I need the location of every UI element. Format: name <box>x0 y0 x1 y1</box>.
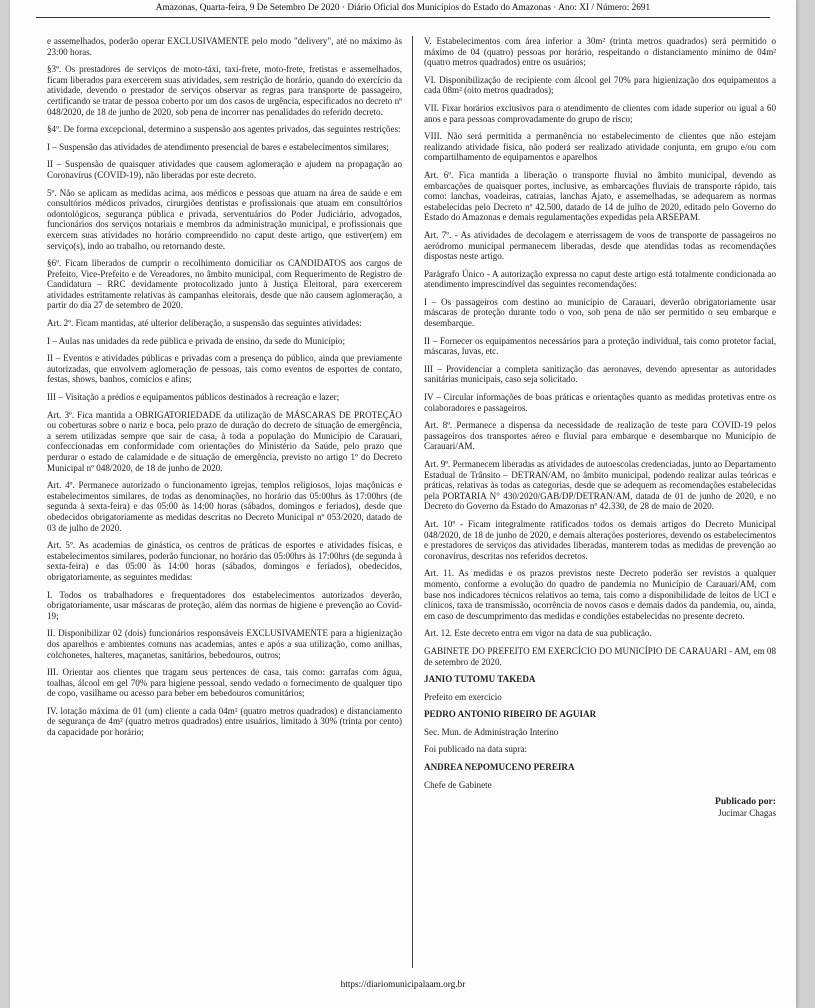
secretary-role: Sec. Mun. de Administração Interino <box>424 726 559 737</box>
right-column <box>412 36 776 968</box>
publisher-name: Jucimar Chagas <box>718 807 776 818</box>
paragraph: V. Estabelecimentos com área inferior a 30m² (trinta metros quadrados) será permitido o máximo de 04 (quatro) pessoas por horário, respeitando o distanciamento mínimo de 04m² (quatro metros quadrados) entre os usuários; <box>424 36 776 68</box>
paragraph: Parágrafo Único - A autorização expressa no caput deste artigo está totalmente condicionada ao atendimento imprescindível das seguintes recomendações: <box>424 268 776 290</box>
chief-name: ANDREA NEPOMUCENO PEREIRA <box>424 762 575 773</box>
paragraph: Art. 11. As medidas e os prazos previstos neste Decreto poderão ser revistos a qualquer momento, conforme a evolução do quadro de pandemia no Município de Carauari/AM, com base nos indicadores técnicos relativos ao tema, tais como a disponibilidade de leitos de UCI e clínicos, taxa de transmissão, ocorrência de novos casos e demais dados da pandemia, ou, ainda, em caso de descumprimento das medidas e condições estabelecidas no presente decreto. <box>424 568 776 621</box>
paragraph: Art. 7º. - As atividades de decolagem e aterrissagem de voos de transporte de passageiros no aeródromo municipal permanecem liberadas, desde que atendidas todas as recomendações dispostas neste artigo. <box>424 229 776 262</box>
chief-role: Chefe de Gabinete <box>424 779 492 790</box>
paragraph: VI. Disponibilização de recipiente com álcool gel 70% para higienização dos equipamentos a cada 08m² (oito metros quadrados); <box>424 74 776 96</box>
paragraph: VII. Fixar horários exclusivos para o atendimento de clientes com idade superior ou igual a 60 anos e para pessoas comprovadamente do grupo de risco; <box>424 102 776 124</box>
right-column-body <box>424 36 776 667</box>
paragraph: Art. 10º - Ficam integralmente ratificados todos os demais artigos do Decreto Municipal 048/2020, de 18 de junho de 2020, e demais alterações posteriores, devendo os estabelecimentos e prestadores de serviços das atividades liberadas, manterem todas as medidas de prevenção ao coronavírus, descritas nos referidos decretos. <box>424 518 776 561</box>
paragraph: §3º. Os prestadores de serviços de moto-táxi, taxi-frete, moto-frete, fretistas e assemelhados, ficam liberados para exercerem suas atividades, sem restrição de horário, quando do exercício da atividade, devendo o prestador de serviços observar as regras para transporte de passageiro, certificando se tratar de pessoa coberto por um dos casos de urgência, especificados no decreto nº 048/2020, de 18 de junho de 2020, sob pena de incorrer nas penalidades do referido decreto. <box>47 64 402 117</box>
paragraph: §4º. De forma excepcional, determino a suspensão aos agentes privados, das seguintes restrições: <box>47 124 401 135</box>
paragraph: III – Visitação a prédios e equipamentos públicos destinados à recreação e lazer; <box>47 392 340 403</box>
page-header: Amazonas, Quarta-feira, 9 De Setembro De 2020 · Diário Oficial dos Municípios do Estado do Amazonas · Ano: XI / Número: 2691 <box>36 0 770 18</box>
paragraph: IV. lotação máxima de 01 (um) cliente a cada 04m² (quatro metros quadrados) e distanciamento de segurança de 4m² (quatro metros quadrados) entre usuários, limitado à 30% (trinta por cento) da capacidade por horário; <box>47 705 402 738</box>
publication-note: Foi publicado na data supra: <box>424 744 528 755</box>
paragraph: III – Providenciar a completa sanitização das aeronaves, devendo apresentar as autoridades sanitárias municipais, caso seja solicitado. <box>424 363 776 385</box>
paragraph: Art. 12. Este decreto entra em vigor na data de sua publicação. <box>424 628 652 639</box>
paragraph: Art. 5º. As academias de ginástica, os centros de práticas de esportes e atividades físicas, e estabelecimentos similares, poderão funcionar, no horário das 05:00hrs às 17:00hrs (de segunda à sexta-feira) e das 05:00 às 14:00 horas (sábados, domingos e feriados), obedecidos, obrigatoriamente, as seguintes medidas: <box>47 540 402 582</box>
paragraph: I – Aulas nas unidades da rede pública e privada de ensino, da sede do Município; <box>47 335 345 346</box>
mayor-name: JANIO TUTOMU TAKEDA <box>424 674 536 685</box>
paragraph: Art. 9º. Permanecem liberadas as atividades de autoescolas credenciadas, junto ao Departamento Estadual de Trânsito – DETRAN/AM, no âmbito municipal, podendo realizar aulas teóricas e práticas, relativas às todas as categorias, desde que se adequem as recomendações estabelecidas pela PORTARIA N° 430/2020/GAB/DP/DETRAN/AM, datada de 01 de junho de 2020, e no Decreto do Governo da Estado do Amazonas nº 42.330, de 28 de maio de 2020. <box>424 459 776 512</box>
paragraph: §6º. Ficam liberados de cumprir o recolhimento domiciliar os CANDIDATOS aos cargos de Prefeito, Vice-Prefeito e de Vereadores, no âmbito municipal, com Requerimento de Registro de Candidatura – RRC devidamente protocolizado junto à Justiça Eleitoral, para exercerem atividades estritamente relativas às campanhas eleitorais, desde que não causem aglomeração, a partir do dia 27 de setembro de 2020. <box>47 258 402 311</box>
paragraph: III. Orientar aos clientes que tragam seus pertences de casa, tais como: garrafas com água, toalhas, álcool em gel 70% para higiene pessoal, sendo vedado o fornecimento de qualquer tipo de copo, vasilhame ou acesso para beber em bebedouros comunitários; <box>47 667 402 699</box>
paragraph: II. Disponibilizar 02 (dois) funcionários responsáveis EXCLUSIVAMENTE para a higienização dos aparelhos e ambientes comuns nas academias, antes e após a sua utilização, como anilhas, colchonetes, halteres, maçanetas, sanitários, bebedouros, outros; <box>47 628 402 660</box>
paragraph: Art. 2º. Ficam mantidas, até ulterior deliberação, a suspensão das seguintes atividades: <box>47 318 362 329</box>
paragraph: I – Os passageiros com destino ao município de Carauari, deverão obrigatoriamente usar máscaras de proteção durante todo o voo, sob pena de não ser permitido o seu embarque e desembarque. <box>424 296 776 329</box>
paragraph: II – Suspensão de quaisquer atividades que causem aglomeração e ajudem na propagação ao Coronavírus (COVID-19), não liberadas por este decreto. <box>47 159 402 180</box>
footer-url[interactable]: https://diariomunicipalaam.org.br <box>340 980 466 990</box>
paragraph: Art. 3º. Fica mantida a OBRIGATORIEDADE da utilização de MÁSCARAS DE PROTEÇÃO ou coberturas sobre o nariz e boca, pelo prazo de duração do decreto de situação de emergência, a serem utilizadas sempre que sair de casa, à toda a população do Município de Carauari, confeccionadas em conformidade com orientações do Ministério da Saúde, pelo prazo que perdurar o estado de calamidade e de situação de emergência, previsto no artigo 1º do Decreto Municipal nº 048/2020, de 18 de junho de 2020. <box>47 409 402 473</box>
paragraph: I – Suspensão das atividades de atendimento presencial de bares e estabelecimentos similares; <box>47 141 389 152</box>
paragraph: VIII. Não será permitida a permanência no estabelecimento de clientes que não estejam realizando atividade física, não poderá ser realizado atividade conjunta, em grupo e/ou com compartilhamento de equipamentos e aparelhos <box>424 131 776 163</box>
left-column <box>47 36 412 968</box>
paragraph: II – Fornecer os equipamentos necessários para a proteção individual, tais como protetor facial, máscaras, luvas, etc. <box>424 335 776 357</box>
secretary-name: PEDRO ANTONIO RIBEIRO DE AGUIAR <box>424 709 597 720</box>
paragraph: IV – Circular informações de boas práticas e orientações quanto as medidas protetivas entre os colaboradores e passageiros. <box>424 392 776 413</box>
document-page <box>10 0 796 1008</box>
paragraph: II – Eventos e atividades públicas e privadas com a presença do público, ainda que previamente autorizadas, que envolvem aglomeração de pessoas, tais como eventos de esportes de contato, festas, shows, banhos, comícios e afins; <box>47 353 402 385</box>
paragraph: GABINETE DO PREFEITO EM EXERCÍCIO DO MUNICÍPIO DE CARAUARI - AM, em 08 de setembro de 2020. <box>424 645 776 667</box>
text-columns <box>47 36 782 968</box>
paragraph: e assemelhados, poderão operar EXCLUSIVAMENTE pelo modo "delivery", até no máximo às 23:00 horas. <box>47 36 402 57</box>
paragraph: I. Todos os trabalhadores e frequentadores dos estabelecimentos autorizados deverão, obrigatoriamente, usar máscaras de proteção, além das normas de higiene e prevenção ao Covid-19; <box>47 589 402 621</box>
mayor-role: Prefeito em exercício <box>424 691 502 702</box>
publisher-block <box>424 797 776 818</box>
paragraph: Art. 8º. Permanece a dispensa da necessidade de realização de teste para COVID-19 pelos passageiros dos transportes aéreo e fluvial para embarque e desembarque no Município de Carauari/AM. <box>424 420 776 452</box>
paragraph: 5º. Não se aplicam as medidas acima, aos médicos e pessoas que atuam na área de saúde e em consultórios médicos privados, cirurgiões dentistas e profissionais que atuam em consultórios odontológicos, segurança pública e privada, serventuários do Poder Judiciário, advogados, funcionários dos serviços notariais e membros da administração municipal, e profissionais que exercem suas atividades no horário compreendido no caput deste artigo, que estiver(em) em serviço(s), indo ao trabalho, ou retornando deste. <box>47 187 402 251</box>
paragraph: Art. 6º. Fica mantida a liberação o transporte fluvial no âmbito municipal, devendo as embarcações de quaisquer portes, inclusive, as embarcações fluviais de transporte rápido, tais como: lanchas, voadeiras, catraias, lanchas Ajato, e assemelhadas, se adequarem as normas estabelecidas pelo Decreto nº 42.500, datado de 14 de julho de 2020, editado pelo Governo do Estado do Amazonas e demais regulamentações expedidas pela ARSEPAM. <box>424 169 776 223</box>
publisher-label: Publicado por: <box>714 796 776 808</box>
paragraph: Art. 4º. Permanece autorizado o funcionamento igrejas, templos religiosos, lojas maçônicas e estabelecimentos similares, de todas as denominações, no horário das 05:00hrs às 17:00hrs (de segunda à sexta-feira) e das 05:00 às 14:00 horas (sábados, domingos e feriados), desde que obedecidos obrigatoriamente as medidas descritas no Decreto Municipal nº 053/2020, datado de 03 de julho de 2020. <box>47 480 402 533</box>
